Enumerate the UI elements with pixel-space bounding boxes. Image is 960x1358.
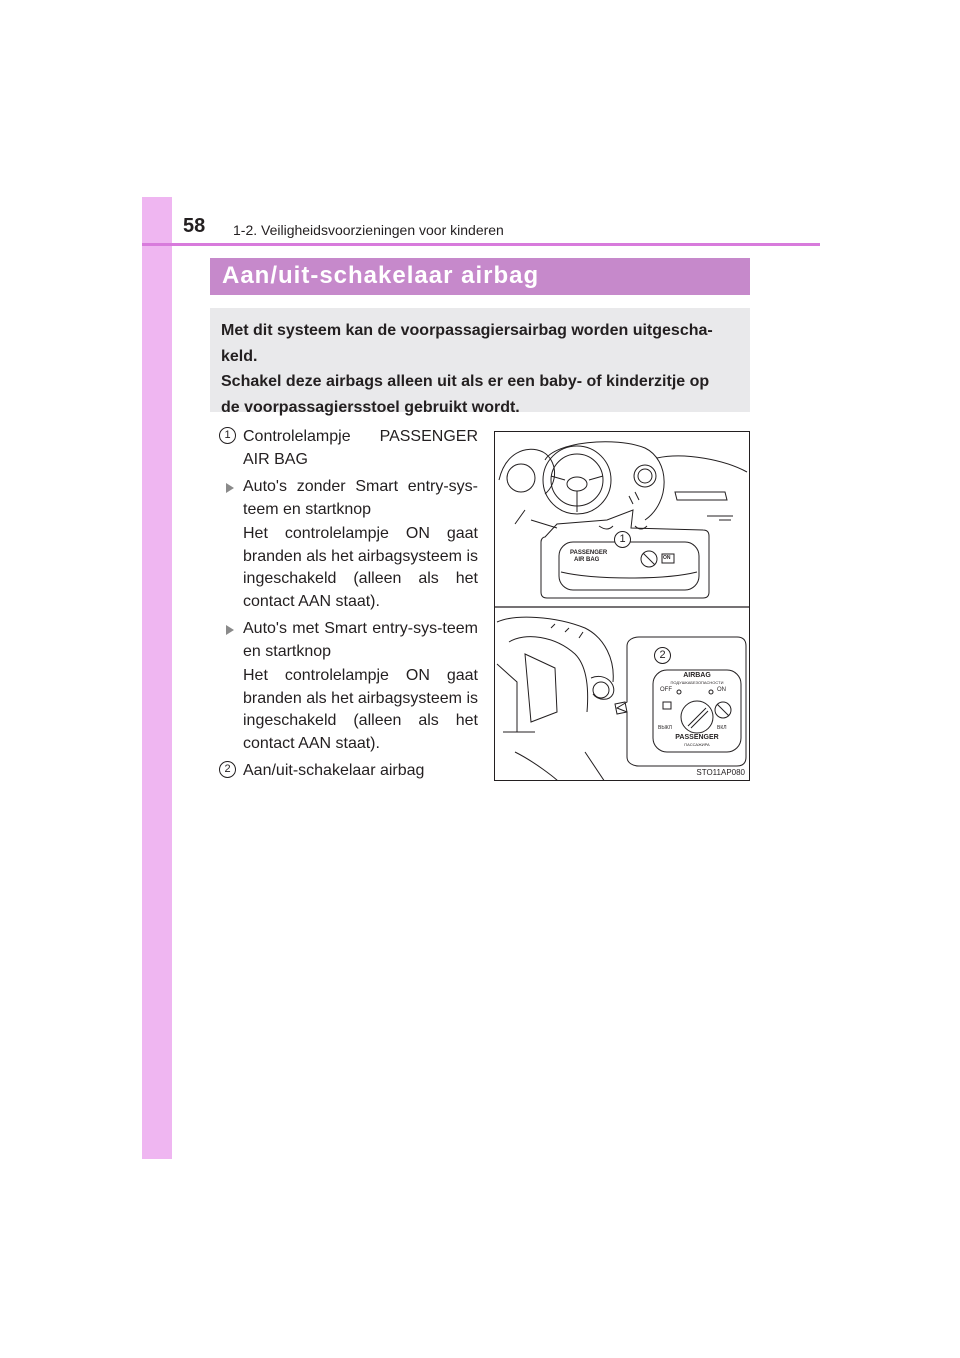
intro-line-1: Met dit systeem kan de voorpassagiersairbag worden uitgescha- xyxy=(221,322,713,339)
indicator-label xyxy=(570,550,607,564)
page-number: 58 xyxy=(183,215,206,237)
figure-code: STO11AP080 xyxy=(696,768,745,777)
switch-title-ru: ПОДУШКАБЕЗОПАСНОСТИ xyxy=(670,680,724,685)
indicator-on: ON xyxy=(663,555,671,561)
bullet-2-body: Het controlelampje ON gaat branden als het airbagsysteem is ingeschakeld (alleen als het contact AAN staat). xyxy=(243,667,478,752)
airbag-illustration xyxy=(494,431,750,781)
figure-callout-1: 1 xyxy=(614,531,631,548)
bullet-arrow-icon xyxy=(226,483,234,493)
callout-1: 1 xyxy=(219,427,236,444)
switch-off-ru: ВЫКЛ xyxy=(658,725,672,731)
bullet-2-heading: Auto's met Smart entry-sys-teem en startknop xyxy=(243,620,478,660)
figure-callout-2: 2 xyxy=(654,647,671,664)
intro-text xyxy=(221,318,741,420)
switch-passenger: PASSENGER xyxy=(675,734,719,741)
side-color-band xyxy=(142,197,172,1159)
intro-line-4: de voorpassagiersstoel gebruikt wordt. xyxy=(221,398,520,416)
item-2-label: Aan/uit-schakelaar airbag xyxy=(243,762,425,779)
switch-passenger-ru: ПАССАЖИРА xyxy=(684,742,710,747)
intro-line-2: keld. xyxy=(221,347,258,365)
switch-on-ru: ВКЛ xyxy=(717,725,727,731)
switch-off-label: OFF xyxy=(660,687,672,693)
intro-box xyxy=(210,308,750,416)
switch-title: AIRBAG xyxy=(683,672,711,679)
header-rule xyxy=(142,243,820,246)
section-title-bar xyxy=(210,258,750,295)
section-title: Aan/uit-schakelaar airbag xyxy=(222,262,540,289)
item-1-label: Controlelampje PASSENGER AIR BAG xyxy=(243,428,478,468)
switch-on-label: ON xyxy=(717,687,726,693)
bullet-1-heading: Auto's zonder Smart entry-sys-teem en startknop xyxy=(243,478,478,518)
intro-line-3: Schakel deze airbags alleen uit als er een baby- of kinderzitje op xyxy=(221,373,710,390)
indicator-line-2: AIR BAG xyxy=(574,557,600,563)
indicator-line-1: PASSENGER xyxy=(570,550,608,556)
callout-2: 2 xyxy=(219,761,236,778)
running-head: 1-2. Veiligheidsvoorzieningen voor kinderen xyxy=(233,222,504,238)
bullet-arrow-icon xyxy=(226,625,234,635)
bullet-1-body: Het controlelampje ON gaat branden als het airbagsysteem is ingeschakeld (alleen als het contact AAN staat). xyxy=(243,525,478,610)
